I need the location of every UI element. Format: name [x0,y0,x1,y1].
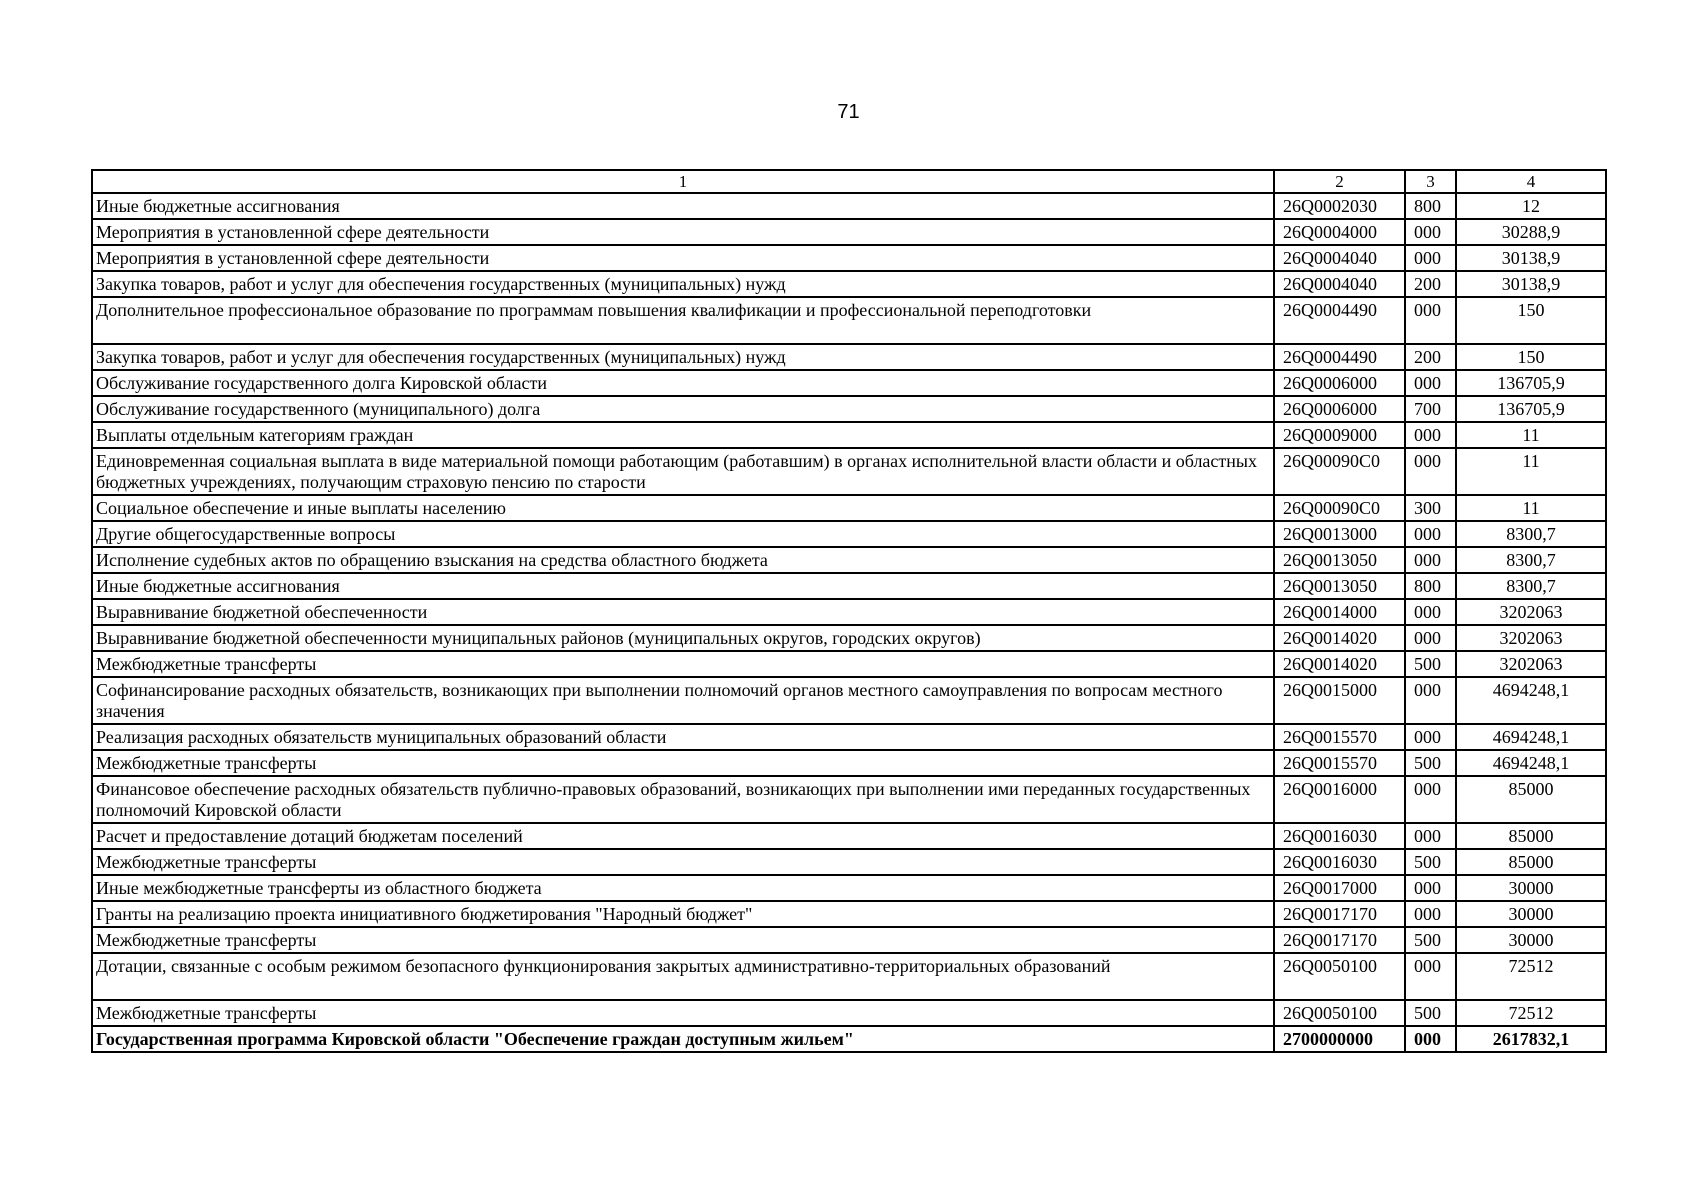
table-row [92,271,1606,297]
row-sum-cell: 11 [1456,495,1606,521]
row-vr-cell: 500 [1405,927,1456,953]
row-name-cell: Выплаты отдельным категориям граждан [92,422,1274,448]
row-vr-cell: 000 [1405,599,1456,625]
row-code-cell: 26Q0004490 [1274,344,1405,370]
row-name-cell: Иные бюджетные ассигнования [92,193,1274,219]
header-col-2: 2 [1274,170,1405,193]
row-code-cell: 26Q0006000 [1274,396,1405,422]
row-vr-cell: 800 [1405,193,1456,219]
row-vr-cell: 500 [1405,849,1456,875]
row-code-cell: 26Q0013050 [1274,547,1405,573]
row-name-cell: Государственная программа Кировской области "Обеспечение граждан доступным жильем" [92,1026,1274,1052]
table-row [92,547,1606,573]
table-row [92,370,1606,396]
row-code-cell: 26Q0017170 [1274,901,1405,927]
row-name-cell: Мероприятия в установленной сфере деятельности [92,245,1274,271]
row-code-cell: 26Q0017000 [1274,875,1405,901]
row-code-cell: 26Q0015570 [1274,750,1405,776]
row-code-cell: 26Q0014020 [1274,625,1405,651]
row-name-cell: Межбюджетные трансферты [92,1000,1274,1026]
page-number: 71 [837,101,860,123]
table-row [92,344,1606,370]
row-sum-cell: 30138,9 [1456,245,1606,271]
row-code-cell: 26Q0017170 [1274,927,1405,953]
row-sum-cell: 30138,9 [1456,271,1606,297]
row-vr-cell: 200 [1405,271,1456,297]
row-code-cell: 26Q0014020 [1274,651,1405,677]
row-code-cell: 26Q0013000 [1274,521,1405,547]
row-name-cell: Финансовое обеспечение расходных обязательств публично-правовых образований, возникающих при выполнении ими переданных государственных полномочий Кировской области [92,776,1274,823]
row-name-cell: Выравнивание бюджетной обеспеченности муниципальных районов (муниципальных округов, городских округов) [92,625,1274,651]
row-name-cell: Межбюджетные трансферты [92,750,1274,776]
row-name-cell: Обслуживание государственного долга Кировской области [92,370,1274,396]
row-code-cell: 26Q0004040 [1274,245,1405,271]
row-code-cell: 26Q0014000 [1274,599,1405,625]
row-vr-cell: 500 [1405,1000,1456,1026]
row-code-cell: 26Q0016030 [1274,849,1405,875]
row-sum-cell: 2617832,1 [1456,1026,1606,1052]
row-name-cell: Расчет и предоставление дотаций бюджетам поселений [92,823,1274,849]
table-row [92,677,1606,724]
row-vr-cell: 000 [1405,297,1456,344]
table-row [92,849,1606,875]
row-code-cell: 26Q0050100 [1274,1000,1405,1026]
row-vr-cell: 300 [1405,495,1456,521]
row-vr-cell: 200 [1405,344,1456,370]
table-row [92,927,1606,953]
header-col-3: 3 [1405,170,1456,193]
row-name-cell: Социальное обеспечение и иные выплаты населению [92,495,1274,521]
row-code-cell: 26Q0016000 [1274,776,1405,823]
table-row [92,953,1606,1000]
row-sum-cell: 85000 [1456,776,1606,823]
header-row [92,170,1606,193]
row-name-cell: Иные межбюджетные трансферты из областного бюджета [92,875,1274,901]
row-vr-cell: 000 [1405,677,1456,724]
row-sum-cell: 150 [1456,344,1606,370]
row-code-cell: 2700000000 [1274,1026,1405,1052]
row-name-cell: Гранты на реализацию проекта инициативного бюджетирования "Народный бюджет" [92,901,1274,927]
row-vr-cell: 000 [1405,625,1456,651]
table-row [92,297,1606,344]
row-name-cell: Выравнивание бюджетной обеспеченности [92,599,1274,625]
table-row [92,521,1606,547]
row-vr-cell: 800 [1405,573,1456,599]
row-code-cell: 26Q0050100 [1274,953,1405,1000]
row-code-cell: 26Q0013050 [1274,573,1405,599]
row-vr-cell: 000 [1405,547,1456,573]
row-name-cell: Другие общегосударственные вопросы [92,521,1274,547]
row-code-cell: 26Q0016030 [1274,823,1405,849]
table-body [92,193,1606,1052]
row-vr-cell: 000 [1405,422,1456,448]
row-sum-cell: 72512 [1456,953,1606,1000]
row-name-cell: Реализация расходных обязательств муниципальных образований области [92,724,1274,750]
table-row [92,724,1606,750]
row-sum-cell: 30000 [1456,875,1606,901]
row-vr-cell: 000 [1405,776,1456,823]
row-vr-cell: 000 [1405,370,1456,396]
row-code-cell: 26Q0004000 [1274,219,1405,245]
table-row [92,625,1606,651]
row-sum-cell: 4694248,1 [1456,677,1606,724]
budget-table [91,169,1607,1053]
table-row [92,901,1606,927]
row-sum-cell: 8300,7 [1456,547,1606,573]
table-row [92,599,1606,625]
row-vr-cell: 000 [1405,1026,1456,1052]
row-vr-cell: 000 [1405,901,1456,927]
row-sum-cell: 4694248,1 [1456,750,1606,776]
table-row [92,245,1606,271]
row-vr-cell: 000 [1405,448,1456,495]
row-code-cell: 26Q0015570 [1274,724,1405,750]
row-sum-cell: 8300,7 [1456,521,1606,547]
row-sum-cell: 11 [1456,448,1606,495]
row-sum-cell: 3202063 [1456,651,1606,677]
row-sum-cell: 85000 [1456,849,1606,875]
row-vr-cell: 000 [1405,245,1456,271]
row-code-cell: 26Q0004040 [1274,271,1405,297]
row-sum-cell: 72512 [1456,1000,1606,1026]
row-sum-cell: 30000 [1456,901,1606,927]
row-code-cell: 26Q0006000 [1274,370,1405,396]
row-vr-cell: 500 [1405,750,1456,776]
table-row [92,193,1606,219]
row-code-cell: 26Q0002030 [1274,193,1405,219]
row-name-cell: Межбюджетные трансферты [92,927,1274,953]
row-vr-cell: 000 [1405,953,1456,1000]
row-name-cell: Единовременная социальная выплата в виде материальной помощи работающим (работавшим) в органах исполнительной власти области и областных бюджетных учреждениях, получающим страховую пенсию по старости [92,448,1274,495]
row-name-cell: Софинансирование расходных обязательств, возникающих при выполнении полномочий органов местного самоуправления по вопросам местного значения [92,677,1274,724]
row-vr-cell: 000 [1405,823,1456,849]
table-row [92,750,1606,776]
row-vr-cell: 000 [1405,875,1456,901]
table-row [92,396,1606,422]
row-name-cell: Межбюджетные трансферты [92,849,1274,875]
row-name-cell: Дотации, связанные с особым режимом безопасного функционирования закрытых административно-территориальных образований [92,953,1274,1000]
row-name-cell: Обслуживание государственного (муниципального) долга [92,396,1274,422]
row-code-cell: 26Q0009000 [1274,422,1405,448]
row-sum-cell: 11 [1456,422,1606,448]
row-sum-cell: 136705,9 [1456,396,1606,422]
row-sum-cell: 4694248,1 [1456,724,1606,750]
table-row [92,776,1606,823]
header-col-4: 4 [1456,170,1606,193]
row-name-cell: Исполнение судебных актов по обращению взыскания на средства областного бюджета [92,547,1274,573]
row-code-cell: 26Q0004490 [1274,297,1405,344]
row-sum-cell: 30288,9 [1456,219,1606,245]
row-sum-cell: 3202063 [1456,625,1606,651]
table-row [92,422,1606,448]
row-sum-cell: 12 [1456,193,1606,219]
table-row [92,219,1606,245]
table-row [92,1026,1606,1052]
row-sum-cell: 8300,7 [1456,573,1606,599]
row-name-cell: Дополнительное профессиональное образование по программам повышения квалификации и профессиональной переподготовки [92,297,1274,344]
table-row [92,651,1606,677]
table-row [92,448,1606,495]
row-name-cell: Закупка товаров, работ и услуг для обеспечения государственных (муниципальных) нужд [92,344,1274,370]
row-name-cell: Закупка товаров, работ и услуг для обеспечения государственных (муниципальных) нужд [92,271,1274,297]
row-sum-cell: 3202063 [1456,599,1606,625]
row-vr-cell: 000 [1405,521,1456,547]
header-col-1: 1 [92,170,1274,193]
table-row [92,495,1606,521]
row-code-cell: 26Q0015000 [1274,677,1405,724]
table-row [92,1000,1606,1026]
row-vr-cell: 500 [1405,651,1456,677]
row-vr-cell: 000 [1405,219,1456,245]
row-code-cell: 26Q00090C0 [1274,448,1405,495]
row-name-cell: Иные бюджетные ассигнования [92,573,1274,599]
row-sum-cell: 136705,9 [1456,370,1606,396]
row-code-cell: 26Q00090C0 [1274,495,1405,521]
table-row [92,875,1606,901]
row-sum-cell: 85000 [1456,823,1606,849]
row-name-cell: Межбюджетные трансферты [92,651,1274,677]
row-sum-cell: 30000 [1456,927,1606,953]
row-vr-cell: 700 [1405,396,1456,422]
table-row [92,573,1606,599]
row-sum-cell: 150 [1456,297,1606,344]
row-vr-cell: 000 [1405,724,1456,750]
table-row [92,823,1606,849]
row-name-cell: Мероприятия в установленной сфере деятельности [92,219,1274,245]
